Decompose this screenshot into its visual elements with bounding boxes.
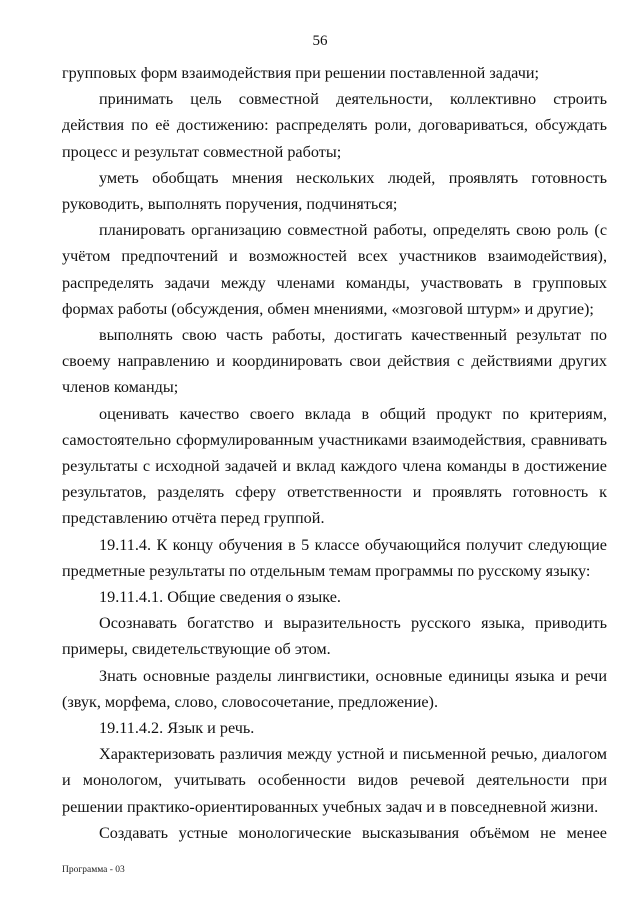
paragraph: выполнять свою часть работы, достигать качественный результат по своему направлению и координировать свои действия с действиями других членов команды; [62,326,607,397]
footer-label: Программа - 03 [62,865,125,875]
subsection-heading: 19.11.4.2. Язык и речь. [99,719,255,738]
paragraph: Осознавать богатство и выразительность русского языка, приводить примеры, свидетельствующие об этом. [62,614,607,659]
paragraph: Создавать устные монологические высказывания объёмом не менее [99,823,607,842]
paragraph: планировать организацию совместной работы, определять свою роль (с учётом предпочтений и возможностей всех участников взаимодействия), распределять задачи между членами команды, участвовать в групповых формах работы (обсуждения, обмен мнениями, «мозговой штурм» и другие); [62,221,607,318]
document-body [62,60,607,846]
paragraph: Знать основные разделы лингвистики, основные единицы языка и речи (звук, морфема, слово, словосочетание, предложение). [62,666,607,711]
paragraph: принимать цель совместной деятельности, коллективно строить действия по её достижению: распределять роли, договариваться, обсуждать процесс и результат совместной работы; [62,90,607,161]
paragraph: оценивать качество своего вклада в общий продукт по критериям, самостоятельно сформулированным участниками взаимодействия, сравнивать результаты с исходной задачей и вклад каждого члена команды в достижение результатов, разделять сферу ответственности и проявлять готовность к представлению отчёта перед группой. [62,404,607,528]
page-number: 56 [312,33,328,49]
paragraph: групповых форм взаимодействия при решении поставленной задачи; [62,64,540,82]
section-paragraph: 19.11.4. К концу обучения в 5 классе обучающийся получит следующие предметные результаты по отдельным темам программы по русскому языку: [62,535,607,580]
paragraph: уметь обобщать мнения нескольких людей, проявлять готовность руководить, выполнять поручения, подчиняться; [62,168,607,214]
subsection-heading: 19.11.4.1. Общие сведения о языке. [99,588,341,607]
paragraph: Характеризовать различия между устной и письменной речью, диалогом и монологом, учитывать особенности видов речевой деятельности при решении практико-ориентированных учебных задач и в повседневной жизни. [62,745,607,816]
